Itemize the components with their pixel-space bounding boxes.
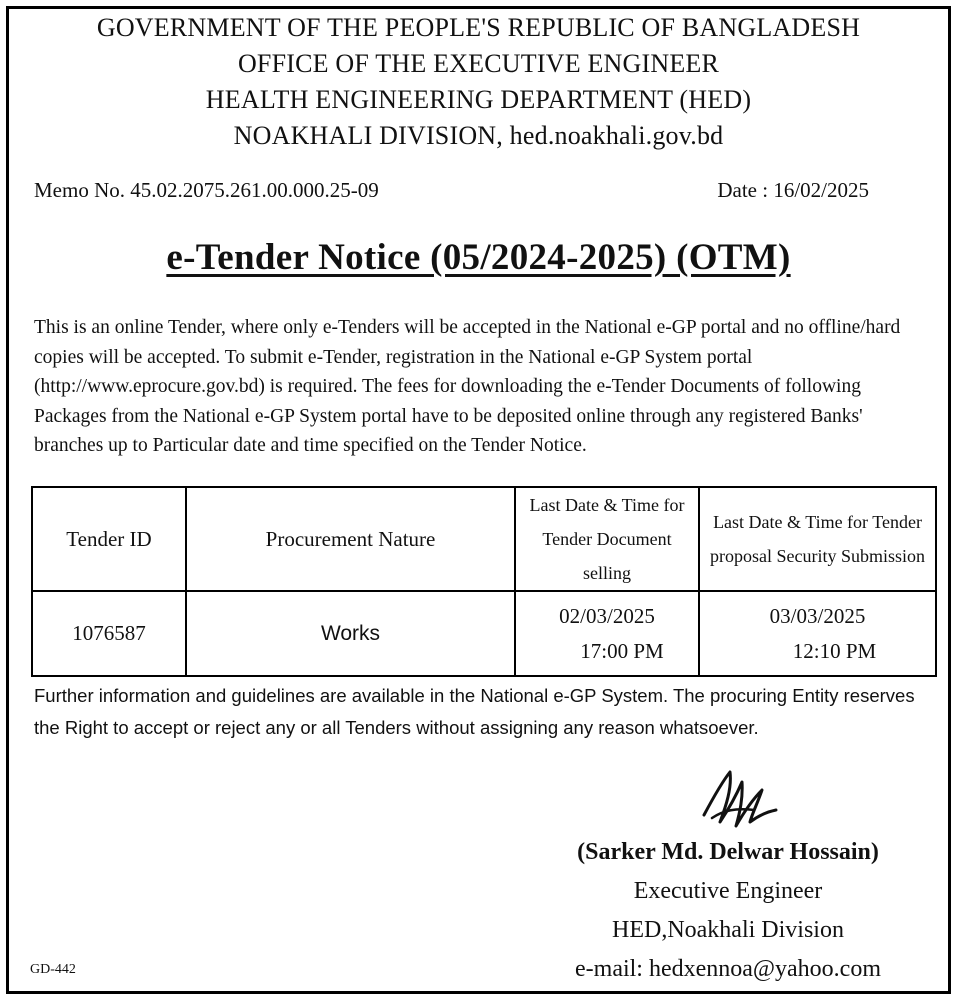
header-document-selling-line2: Tender Document selling xyxy=(542,529,672,583)
signatory-name: (Sarker Md. Delwar Hossain) xyxy=(577,839,879,865)
table-row xyxy=(32,591,936,676)
signatory-block xyxy=(548,833,908,989)
letterhead xyxy=(0,10,957,154)
security-date: 03/03/2025 xyxy=(769,603,866,628)
tender-table-header xyxy=(32,487,936,591)
header-department: HEALTH ENGINEERING DEPARTMENT (HED) xyxy=(205,85,752,114)
header-government: GOVERNMENT OF THE PEOPLE'S REPUBLIC OF BANGLADESH xyxy=(96,13,861,42)
signatory-office: HED,Noakhali Division xyxy=(612,917,844,943)
security-time: 12:10 PM xyxy=(792,638,877,663)
notice-title: e-Tender Notice (05/2024-2025) (OTM) xyxy=(166,237,791,278)
header-security-submission-line2: proposal Security Submission xyxy=(710,546,925,566)
header-tender-id: Tender ID xyxy=(32,487,186,591)
document-code: GD-442 xyxy=(30,962,76,977)
tender-table xyxy=(31,486,937,677)
cell-tender-id: 1076587 xyxy=(32,591,186,676)
memo-row xyxy=(34,178,869,203)
cell-document-selling xyxy=(515,591,699,676)
header-security-submission-line1: Last Date & Time for Tender xyxy=(713,512,922,532)
signature-icon xyxy=(696,760,796,840)
memo-date: Date : 16/02/2025 xyxy=(717,178,869,202)
header-procurement-nature: Procurement Nature xyxy=(186,487,515,591)
header-document-selling xyxy=(515,487,699,591)
cell-security-submission xyxy=(699,591,936,676)
intro-paragraph: This is an online Tender, where only e-Tenders will be accepted in the National e-GP portal and no offline/hard copies will be accepted. To submit e-Tender, registration in the National e-GP System portal (http://www.eprocure.gov.bd) is required. The fees for downloading the e-Tender Documents of following Packages from the National e-GP System portal have to be deposited online through any registered Banks' branches up to Particular date and time specified on the Tender Notice. xyxy=(34,317,901,456)
signatory-designation: Executive Engineer xyxy=(633,878,823,904)
further-info-paragraph: Further information and guidelines are available in the National e-GP System. The procuring Entity reserves the Right to accept or reject any or all Tenders without assigning any reason whatsoever. xyxy=(34,685,915,738)
cell-procurement-nature: Works xyxy=(186,591,515,676)
signatory-email: e-mail: hedxennoa@yahoo.com xyxy=(575,956,881,982)
header-office: OFFICE OF THE EXECUTIVE ENGINEER xyxy=(237,49,720,78)
selling-date: 02/03/2025 xyxy=(559,603,655,628)
header-security-submission xyxy=(699,487,936,591)
selling-time: 17:00 PM xyxy=(580,638,664,663)
header-division: NOAKHALI DIVISION, hed.noakhali.gov.bd xyxy=(233,121,724,150)
memo-number: Memo No. 45.02.2075.261.00.000.25-09 xyxy=(34,178,379,202)
header-document-selling-line1: Last Date & Time for xyxy=(529,495,685,515)
